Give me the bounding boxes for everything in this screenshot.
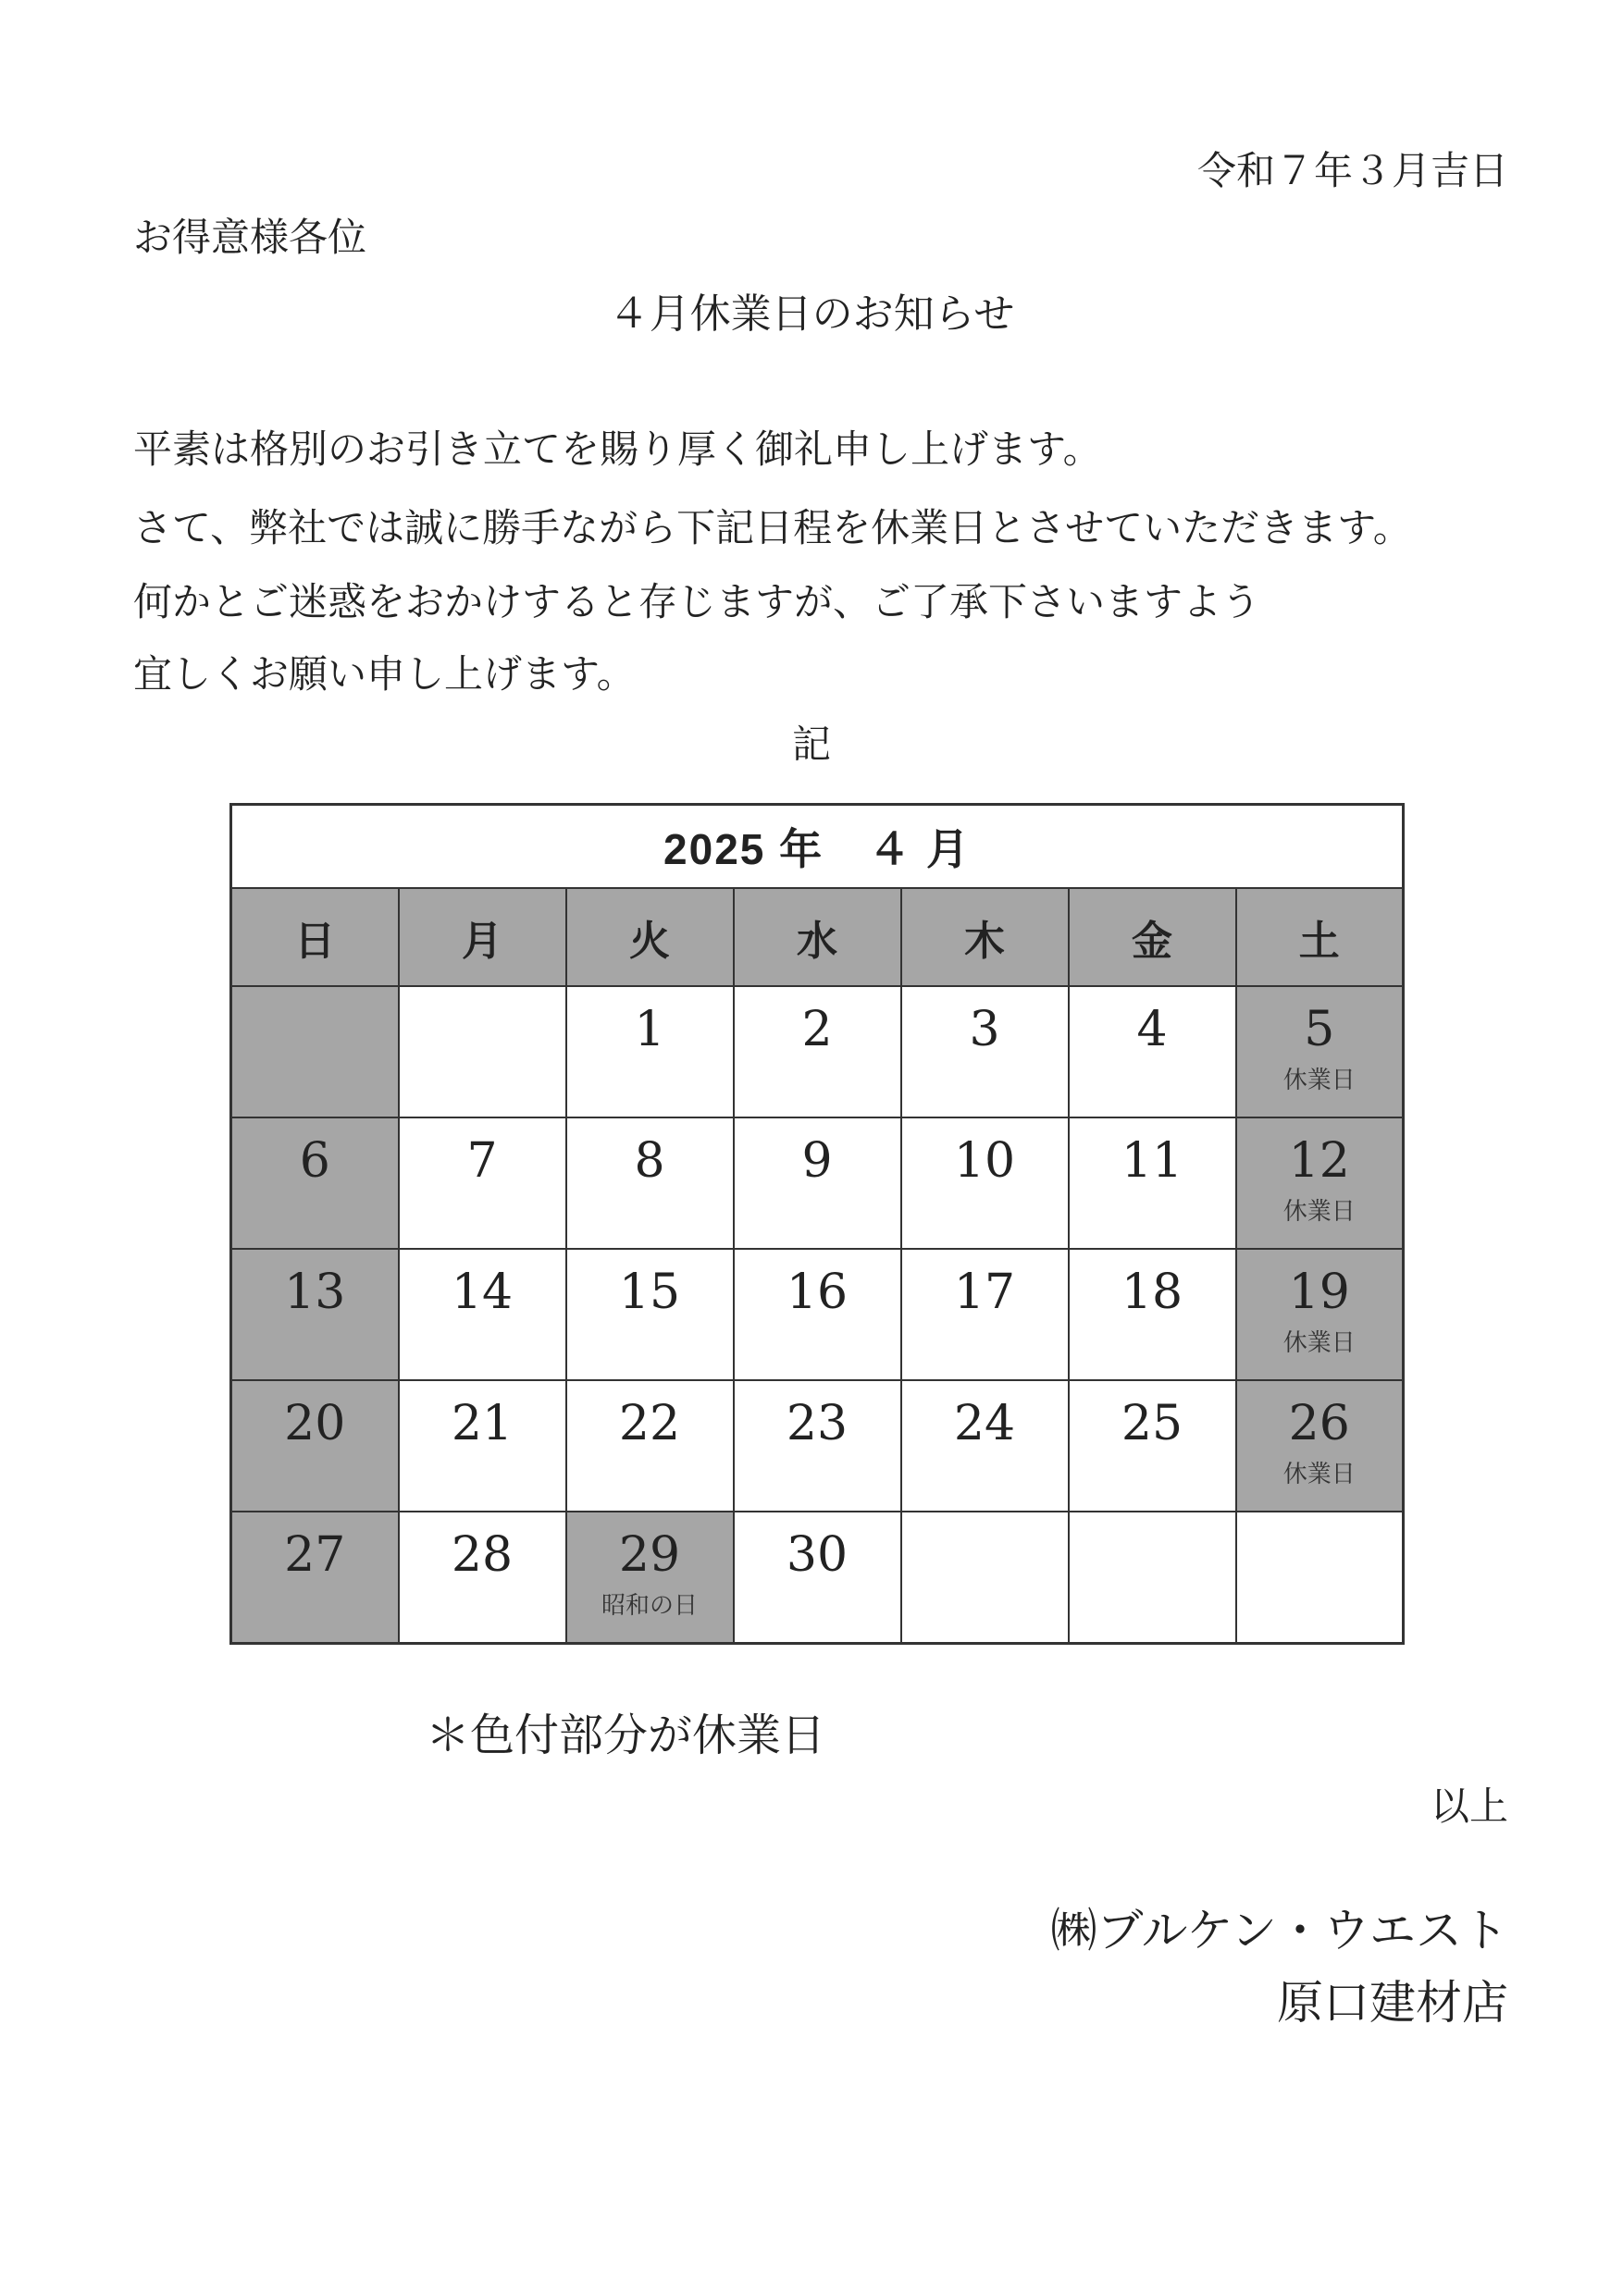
calendar-day — [734, 1380, 901, 1512]
day-number: 22 — [618, 1396, 681, 1451]
day-number: 2 — [801, 1002, 833, 1057]
document-date: 令和７年３月吉日 — [1196, 148, 1508, 193]
body-line: 宜しくお願い申し上げます。 — [133, 651, 636, 697]
day-number: 29 — [618, 1527, 681, 1583]
calendar-day — [734, 1512, 901, 1644]
day-number: 15 — [618, 1265, 681, 1320]
day-number: 1 — [634, 1002, 665, 1057]
weekday-header: 木 — [901, 888, 1069, 986]
company-name: ㈱ブルケン・ウエスト — [1050, 1904, 1508, 1957]
day-number: 21 — [451, 1396, 514, 1451]
calendar-day — [399, 1512, 566, 1644]
calendar-day-holiday — [231, 1117, 399, 1249]
weekday-header: 月 — [399, 888, 566, 986]
ki-marker: 記 — [791, 722, 831, 767]
calendar-day — [901, 1512, 1069, 1644]
day-number: 12 — [1288, 1133, 1350, 1189]
calendar-week-row — [231, 986, 1404, 1117]
calendar-day — [901, 1117, 1069, 1249]
day-number: 30 — [786, 1527, 849, 1583]
weekday-header: 日 — [231, 888, 399, 986]
calendar-day — [1069, 1380, 1236, 1512]
calendar-day — [901, 1380, 1069, 1512]
day-label: 休業日 — [1282, 1067, 1356, 1094]
calendar-day — [1069, 1249, 1236, 1380]
day-number: 27 — [284, 1527, 346, 1583]
calendar-day — [901, 986, 1069, 1117]
calendar-day — [734, 986, 901, 1117]
day-number: 14 — [451, 1265, 514, 1320]
day-number: 19 — [1288, 1265, 1350, 1320]
day-number: 10 — [953, 1133, 1016, 1189]
calendar-day — [1236, 1512, 1404, 1644]
day-number: 13 — [284, 1265, 346, 1320]
calendar-day-holiday — [231, 1249, 399, 1380]
calendar-day-holiday — [566, 1512, 734, 1644]
calendar-day — [1069, 986, 1236, 1117]
calendar-day — [734, 1117, 901, 1249]
closing-word: 以上 — [1430, 1784, 1508, 1829]
calendar-day — [901, 1249, 1069, 1380]
weekday-header: 水 — [734, 888, 901, 986]
day-label: 休業日 — [1282, 1461, 1356, 1488]
calendar-day — [734, 1249, 901, 1380]
calendar-day-holiday — [1236, 1249, 1404, 1380]
day-number: 8 — [634, 1133, 665, 1189]
day-number: 4 — [1136, 1002, 1168, 1057]
day-number: 7 — [466, 1133, 498, 1189]
calendar-day — [566, 1380, 734, 1512]
calendar-day — [566, 1249, 734, 1380]
calendar-day — [399, 1249, 566, 1380]
day-number: 28 — [451, 1527, 514, 1583]
calendar-day-holiday — [1236, 986, 1404, 1117]
day-number: 16 — [786, 1265, 849, 1320]
weekday-header: 火 — [566, 888, 734, 986]
calendar-day-holiday — [231, 1512, 399, 1644]
day-number: 11 — [1121, 1133, 1183, 1189]
day-number: 25 — [1121, 1396, 1183, 1451]
weekday-header-row — [231, 888, 1404, 986]
calendar-day-holiday — [231, 1380, 399, 1512]
body-line: 平素は格別のお引き立てを賜り厚く御礼申し上げます。 — [133, 426, 1102, 472]
holiday-calendar — [229, 803, 1405, 1645]
calendar-day-holiday — [231, 986, 399, 1117]
day-label: 休業日 — [1282, 1329, 1356, 1357]
calendar-week-row — [231, 1117, 1404, 1249]
branch-name: 原口建材店 — [1277, 1976, 1508, 2030]
calendar-day-holiday — [1236, 1380, 1404, 1512]
day-label: 休業日 — [1282, 1198, 1356, 1226]
calendar-day — [1069, 1117, 1236, 1249]
day-number: 20 — [284, 1396, 346, 1451]
calendar-day — [399, 1380, 566, 1512]
calendar-day — [566, 986, 734, 1117]
weekday-header: 金 — [1069, 888, 1236, 986]
calendar-week-row — [231, 1512, 1404, 1644]
body-line: 何かとご迷惑をおかけすると存じますが、ご了承下さいますよう — [133, 579, 1261, 624]
day-number: 9 — [801, 1133, 833, 1189]
day-number: 5 — [1304, 1002, 1335, 1057]
calendar-day — [399, 1117, 566, 1249]
weekday-header: 土 — [1236, 888, 1404, 986]
day-number: 23 — [786, 1396, 849, 1451]
calendar-week-row — [231, 1380, 1404, 1512]
day-number: 18 — [1121, 1265, 1183, 1320]
calendar-week-row — [231, 1249, 1404, 1380]
day-number: 26 — [1288, 1396, 1350, 1451]
document-title: ４月休業日のお知らせ — [608, 290, 1015, 338]
calendar-day — [566, 1117, 734, 1249]
day-label: 昭和の日 — [601, 1592, 698, 1620]
day-number: 6 — [299, 1133, 330, 1189]
day-number: 24 — [953, 1396, 1016, 1451]
recipient-line: お得意様各位 — [133, 215, 367, 260]
body-line: さて、弊社では誠に勝手ながら下記日程を休業日とさせていただきます。 — [133, 505, 1412, 550]
day-number: 17 — [953, 1265, 1016, 1320]
day-number: 3 — [969, 1002, 1000, 1057]
calendar-day — [399, 986, 566, 1117]
calendar-day — [1069, 1512, 1236, 1644]
holiday-note: ＊色付部分が休業日 — [426, 1710, 826, 1761]
calendar-body — [231, 986, 1404, 1644]
calendar-day-holiday — [1236, 1117, 1404, 1249]
calendar-title: 2025 年 ４ 月 — [231, 805, 1404, 889]
